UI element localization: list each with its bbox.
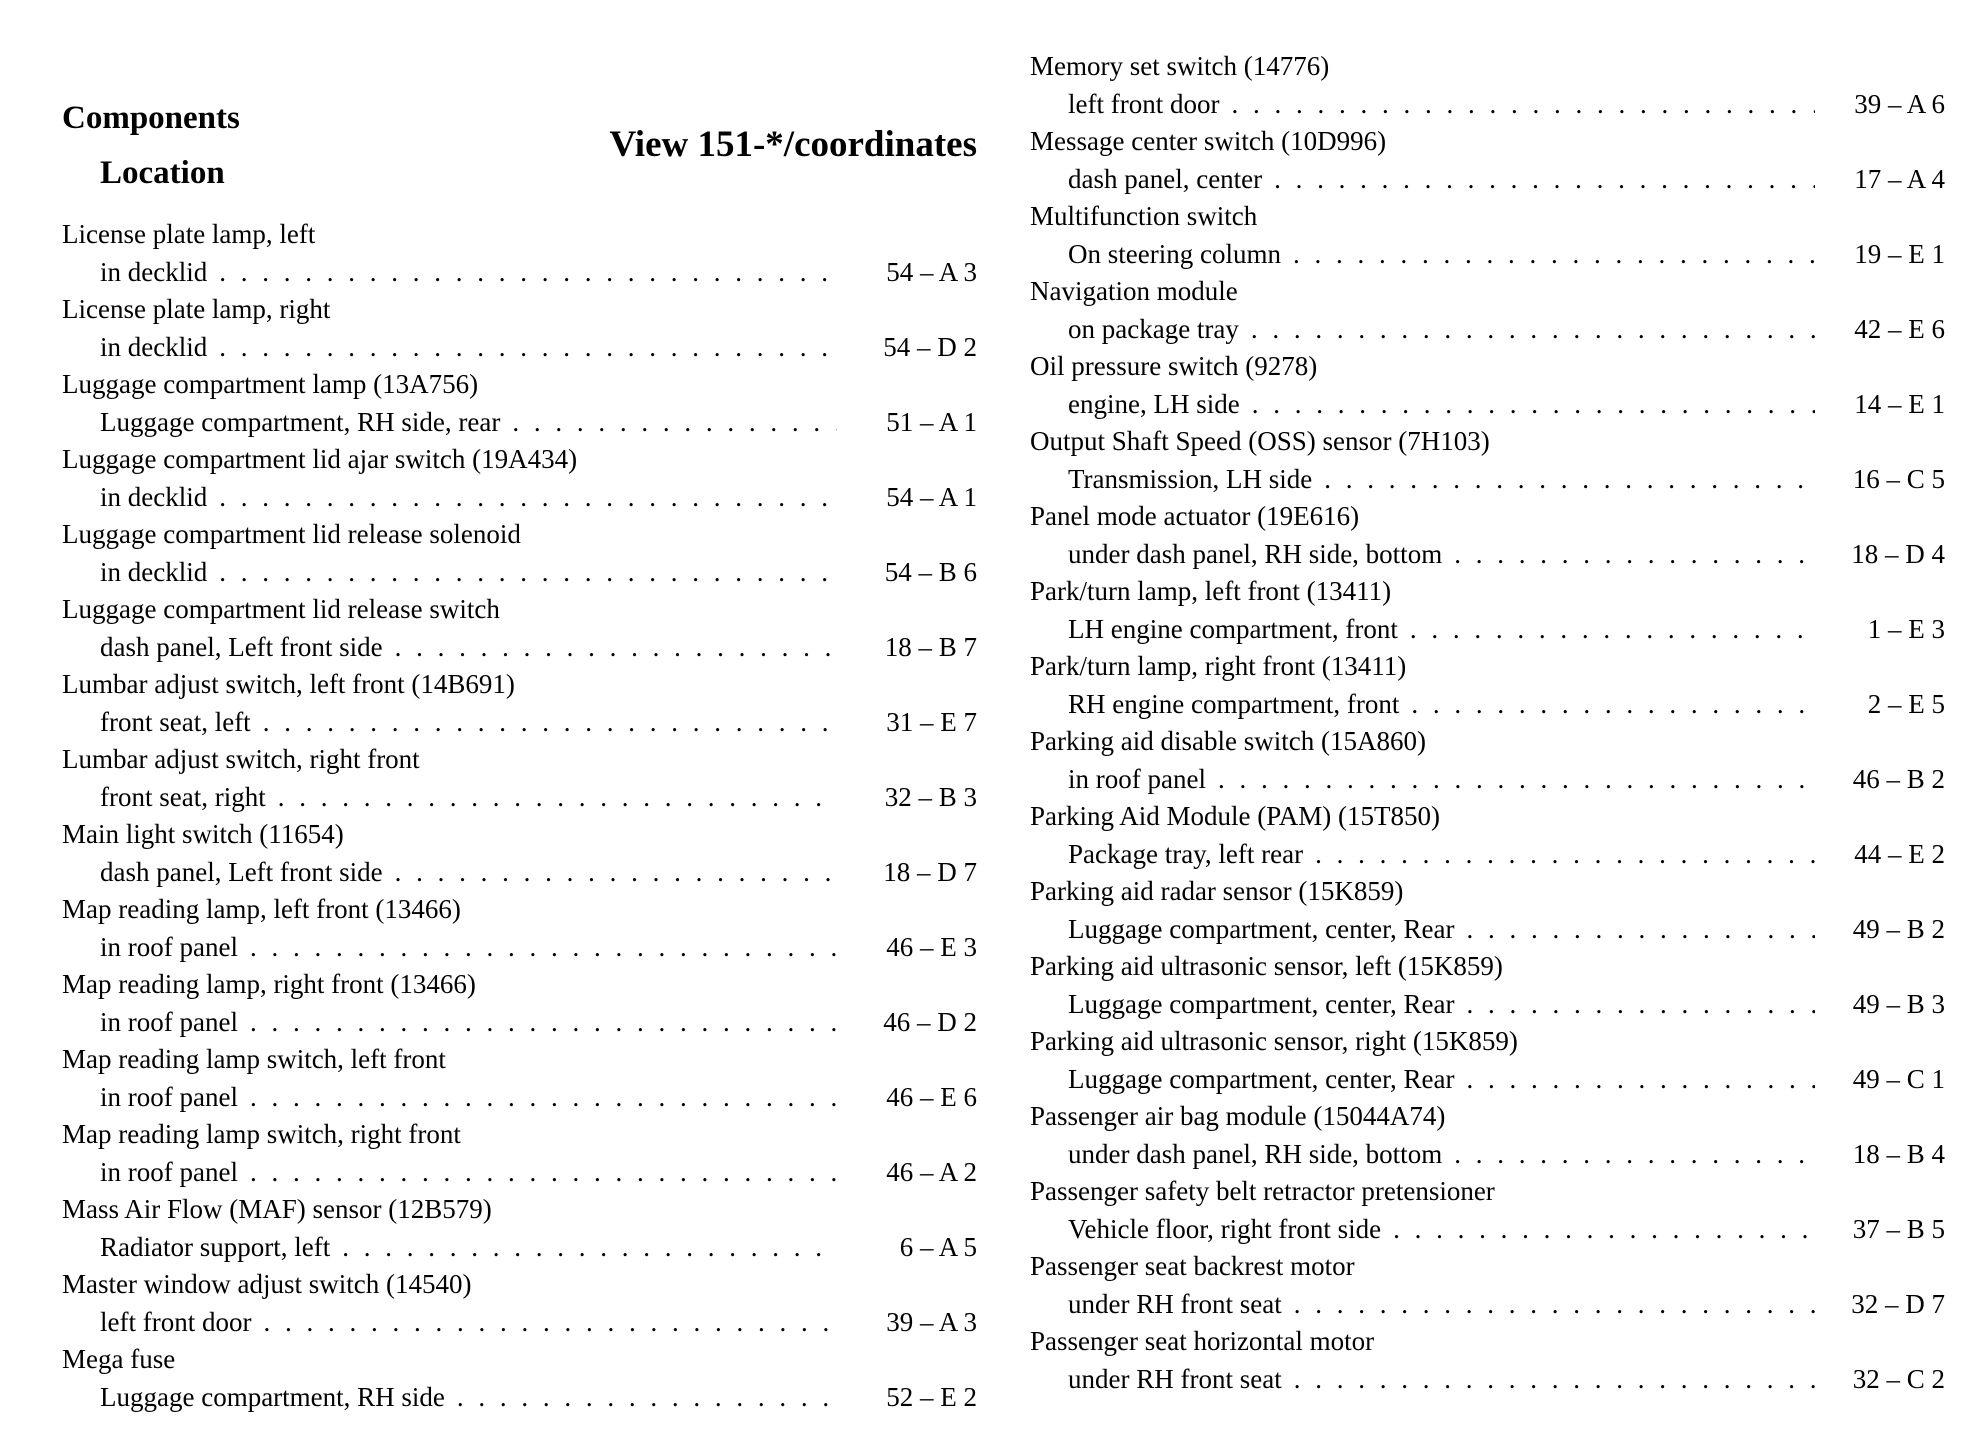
component-location-row	[100, 928, 977, 966]
component-location: Luggage compartment, RH side	[100, 1382, 445, 1412]
view-coordinate: 39 – A 3	[886, 1307, 977, 1337]
component-entry	[1030, 873, 1945, 948]
component-location: on package tray	[1068, 314, 1239, 344]
component-name: Mass Air Flow (MAF) sensor (12B579)	[62, 1194, 492, 1224]
component-entry	[62, 591, 977, 666]
component-location-row	[100, 403, 977, 441]
component-location: front seat, left	[100, 707, 251, 737]
component-location: Luggage compartment, RH side, rear	[100, 407, 501, 437]
dot-leader	[457, 1378, 837, 1416]
component-location-row	[100, 1303, 977, 1341]
component-location-row	[1068, 910, 1945, 948]
component-location-row	[100, 328, 977, 366]
component-name: Map reading lamp switch, left front	[62, 1044, 446, 1074]
component-location: in decklid	[100, 257, 208, 287]
component-name: Parking Aid Module (PAM) (15T850)	[1030, 801, 1440, 831]
component-entry	[62, 1116, 977, 1191]
dot-leader	[1454, 535, 1815, 573]
dot-leader	[512, 403, 837, 441]
dot-leader	[1324, 460, 1815, 498]
dot-leader	[278, 778, 837, 816]
view-coordinate: 52 – E 2	[886, 1382, 977, 1412]
component-entry	[1030, 1248, 1945, 1323]
view-coordinate: 18 – B 4	[1852, 1139, 1945, 1169]
component-location: Luggage compartment, center, Rear	[1068, 1064, 1455, 1094]
view-coordinate: 6 – A 5	[899, 1232, 977, 1262]
view-coordinate: 46 – E 6	[886, 1082, 977, 1112]
component-entry	[1030, 1173, 1945, 1248]
component-location: in roof panel	[100, 1082, 238, 1112]
view-coordinate: 14 – E 1	[1854, 389, 1945, 419]
component-location: in roof panel	[100, 932, 238, 962]
component-location-row	[1068, 85, 1945, 123]
component-location: engine, LH side	[1068, 389, 1240, 419]
dot-leader	[219, 328, 837, 366]
view-coordinate: 49 – B 2	[1852, 914, 1945, 944]
view-coordinate: 18 – D 7	[883, 857, 977, 887]
component-entry	[62, 1266, 977, 1341]
component-entry	[1030, 123, 1945, 198]
component-location: left front door	[100, 1307, 252, 1337]
component-location: dash panel, Left front side	[100, 857, 383, 887]
view-coordinate: 46 – B 2	[1852, 764, 1945, 794]
component-name: Mega fuse	[62, 1344, 176, 1374]
component-location-row	[100, 853, 977, 891]
dot-leader	[1251, 310, 1815, 348]
component-entry	[1030, 1323, 1945, 1398]
component-entry	[62, 516, 977, 591]
component-name: Park/turn lamp, right front (13411)	[1030, 651, 1407, 681]
component-entry	[1030, 648, 1945, 723]
component-location-row	[100, 1078, 977, 1116]
component-location-row	[1068, 1360, 1945, 1398]
component-location-row	[100, 478, 977, 516]
component-name: Main light switch (11654)	[62, 819, 344, 849]
component-location-row	[1068, 685, 1945, 723]
dot-leader	[1467, 985, 1816, 1023]
component-name: Luggage compartment lamp (13A756)	[62, 369, 479, 399]
component-location-row	[100, 1378, 977, 1416]
component-entry	[62, 366, 977, 441]
component-name: Parking aid ultrasonic sensor, right (15K859)	[1030, 1026, 1518, 1056]
dot-leader	[1294, 1285, 1815, 1323]
component-entry	[1030, 498, 1945, 573]
dot-leader	[395, 853, 837, 891]
view-coordinate: 54 – A 3	[886, 257, 977, 287]
component-location: Vehicle floor, right front side	[1068, 1214, 1382, 1244]
dot-leader	[250, 928, 837, 966]
view-coordinate: 39 – A 6	[1854, 89, 1945, 119]
component-name: Oil pressure switch (9278)	[1030, 351, 1318, 381]
component-location-row	[1068, 310, 1945, 348]
view-coordinate: 32 – C 2	[1852, 1364, 1945, 1394]
component-location: in roof panel	[100, 1007, 238, 1037]
component-name: Master window adjust switch (14540)	[62, 1269, 472, 1299]
view-coordinate: 46 – A 2	[886, 1157, 977, 1187]
view-coordinate: 2 – E 5	[1867, 689, 1945, 719]
component-name: Memory set switch (14776)	[1030, 51, 1330, 81]
component-location: in decklid	[100, 332, 208, 362]
component-name: Multifunction switch	[1030, 201, 1258, 231]
view-coordinate: 32 – B 3	[884, 782, 977, 812]
dot-leader	[263, 1303, 837, 1341]
view-coordinate: 18 – D 4	[1851, 539, 1945, 569]
component-location: under RH front seat	[1068, 1289, 1282, 1319]
component-entry	[62, 741, 977, 816]
component-entry	[1030, 273, 1945, 348]
component-location-row	[1068, 235, 1945, 273]
view-coordinate: 51 – A 1	[886, 407, 977, 437]
component-entry	[62, 291, 977, 366]
dot-leader	[250, 1153, 837, 1191]
component-name: License plate lamp, left	[62, 219, 316, 249]
view-coordinate: 37 – B 5	[1852, 1214, 1945, 1244]
component-location-row	[100, 778, 977, 816]
component-entry	[62, 216, 977, 291]
component-location: Transmission, LH side	[1068, 464, 1313, 494]
component-entry	[62, 816, 977, 891]
dot-leader	[263, 703, 837, 741]
component-location-row	[100, 1003, 977, 1041]
component-location-row	[1068, 1210, 1945, 1248]
component-location-row	[100, 253, 977, 291]
component-name: Parking aid ultrasonic sensor, left (15K859)	[1030, 951, 1503, 981]
dot-leader	[1294, 1360, 1815, 1398]
view-coordinate: 49 – B 3	[1852, 989, 1945, 1019]
view-coordinate: 46 – D 2	[883, 1007, 977, 1037]
component-location: in roof panel	[100, 1157, 238, 1187]
dot-leader	[1315, 835, 1815, 873]
dot-leader	[219, 253, 837, 291]
component-location-row	[100, 703, 977, 741]
dot-leader	[1293, 235, 1815, 273]
view-coordinate: 49 – C 1	[1852, 1064, 1945, 1094]
component-entry	[1030, 423, 1945, 498]
component-name: Luggage compartment lid release solenoid	[62, 519, 521, 549]
component-name: Passenger seat backrest motor	[1030, 1251, 1355, 1281]
component-location-row	[1068, 1135, 1945, 1173]
view-coordinate: 19 – E 1	[1854, 239, 1945, 269]
component-entry	[1030, 48, 1945, 123]
component-location: Luggage compartment, center, Rear	[1068, 989, 1455, 1019]
component-name: Luggage compartment lid ajar switch (19A434)	[62, 444, 578, 474]
component-name: Park/turn lamp, left front (13411)	[1030, 576, 1392, 606]
component-location: On steering column	[1068, 239, 1281, 269]
dot-leader	[395, 628, 837, 666]
dot-leader	[219, 553, 837, 591]
component-entry	[62, 666, 977, 741]
dot-leader	[1467, 1060, 1816, 1098]
component-name: Parking aid disable switch (15A860)	[1030, 726, 1426, 756]
component-name: Output Shaft Speed (OSS) sensor (7H103)	[1030, 426, 1490, 456]
view-coordinate: 54 – B 6	[884, 557, 977, 587]
component-location: under RH front seat	[1068, 1364, 1282, 1394]
component-name: License plate lamp, right	[62, 294, 331, 324]
dot-leader	[1454, 1135, 1815, 1173]
component-name: Panel mode actuator (19E616)	[1030, 501, 1360, 531]
component-location: in decklid	[100, 482, 208, 512]
component-entry	[1030, 1023, 1945, 1098]
component-name: Luggage compartment lid release switch	[62, 594, 500, 624]
component-name: Passenger safety belt retractor pretensioner	[1030, 1176, 1495, 1206]
component-name: Lumbar adjust switch, left front (14B691)	[62, 669, 515, 699]
component-location-row	[100, 1153, 977, 1191]
dot-leader	[1467, 910, 1816, 948]
component-entry	[62, 1341, 977, 1416]
location-heading: Location	[100, 155, 225, 191]
component-location: RH engine compartment, front	[1068, 689, 1400, 719]
view-coordinate: 54 – A 1	[886, 482, 977, 512]
component-location-row	[1068, 1285, 1945, 1323]
view-coordinate: 42 – E 6	[1854, 314, 1945, 344]
component-entry	[1030, 348, 1945, 423]
component-location-row	[1068, 385, 1945, 423]
component-location: under dash panel, RH side, bottom	[1068, 539, 1443, 569]
component-location-row	[1068, 985, 1945, 1023]
view-coordinate: 44 – E 2	[1854, 839, 1945, 869]
dot-leader	[219, 478, 837, 516]
component-location: dash panel, Left front side	[100, 632, 383, 662]
components-heading: Components	[62, 100, 240, 136]
component-entry	[1030, 798, 1945, 873]
component-entry	[62, 966, 977, 1041]
component-name: Lumbar adjust switch, right front	[62, 744, 420, 774]
component-location: dash panel, center	[1068, 164, 1263, 194]
dot-leader	[1218, 760, 1815, 798]
dot-leader	[1231, 85, 1815, 123]
component-name: Passenger seat horizontal motor	[1030, 1326, 1375, 1356]
dot-leader	[250, 1003, 837, 1041]
component-location-row	[1068, 535, 1945, 573]
view-coordinate: 18 – B 7	[884, 632, 977, 662]
view-coordinate: 1 – E 3	[1867, 614, 1945, 644]
component-entry	[1030, 1098, 1945, 1173]
component-location-row	[1068, 760, 1945, 798]
component-location-row	[1068, 160, 1945, 198]
view-coordinates-heading: View 151-*/coordinates	[609, 124, 977, 165]
component-entry	[62, 1191, 977, 1266]
dot-leader	[1411, 685, 1815, 723]
component-entry	[62, 1041, 977, 1116]
component-entry	[62, 441, 977, 516]
component-name: Map reading lamp, left front (13466)	[62, 894, 461, 924]
dot-leader	[250, 1078, 837, 1116]
dot-leader	[1274, 160, 1815, 198]
component-name: Passenger air bag module (15044A74)	[1030, 1101, 1446, 1131]
component-location: Package tray, left rear	[1068, 839, 1304, 869]
component-location: front seat, right	[100, 782, 266, 812]
component-entry	[1030, 198, 1945, 273]
component-location: in decklid	[100, 557, 208, 587]
component-location-row	[100, 553, 977, 591]
view-coordinate: 16 – C 5	[1852, 464, 1945, 494]
component-location-row	[1068, 460, 1945, 498]
component-location: Radiator support, left	[100, 1232, 331, 1262]
view-coordinate: 32 – D 7	[1851, 1289, 1945, 1319]
view-coordinate: 46 – E 3	[886, 932, 977, 962]
dot-leader	[1410, 610, 1815, 648]
view-coordinate: 17 – A 4	[1854, 164, 1945, 194]
component-entry	[1030, 948, 1945, 1023]
component-name: Map reading lamp, right front (13466)	[62, 969, 476, 999]
component-location: under dash panel, RH side, bottom	[1068, 1139, 1443, 1169]
view-coordinate: 31 – E 7	[886, 707, 977, 737]
component-location: Luggage compartment, center, Rear	[1068, 914, 1455, 944]
component-entry	[1030, 723, 1945, 798]
view-coordinate: 54 – D 2	[883, 332, 977, 362]
component-entry	[62, 891, 977, 966]
component-name: Map reading lamp switch, right front	[62, 1119, 461, 1149]
component-location-row	[1068, 835, 1945, 873]
dot-leader	[342, 1228, 837, 1266]
component-name: Parking aid radar sensor (15K859)	[1030, 876, 1404, 906]
component-location-row	[1068, 1060, 1945, 1098]
right-component-list	[1030, 48, 1945, 1398]
component-name: Message center switch (10D996)	[1030, 126, 1387, 156]
left-component-list	[62, 216, 977, 1416]
dot-leader	[1393, 1210, 1815, 1248]
component-name: Navigation module	[1030, 276, 1238, 306]
component-location-row	[100, 628, 977, 666]
dot-leader	[1252, 385, 1815, 423]
component-location: left front door	[1068, 89, 1220, 119]
component-location-row	[1068, 610, 1945, 648]
component-entry	[1030, 573, 1945, 648]
component-location: in roof panel	[1068, 764, 1206, 794]
component-location-row	[100, 1228, 977, 1266]
component-location: LH engine compartment, front	[1068, 614, 1398, 644]
